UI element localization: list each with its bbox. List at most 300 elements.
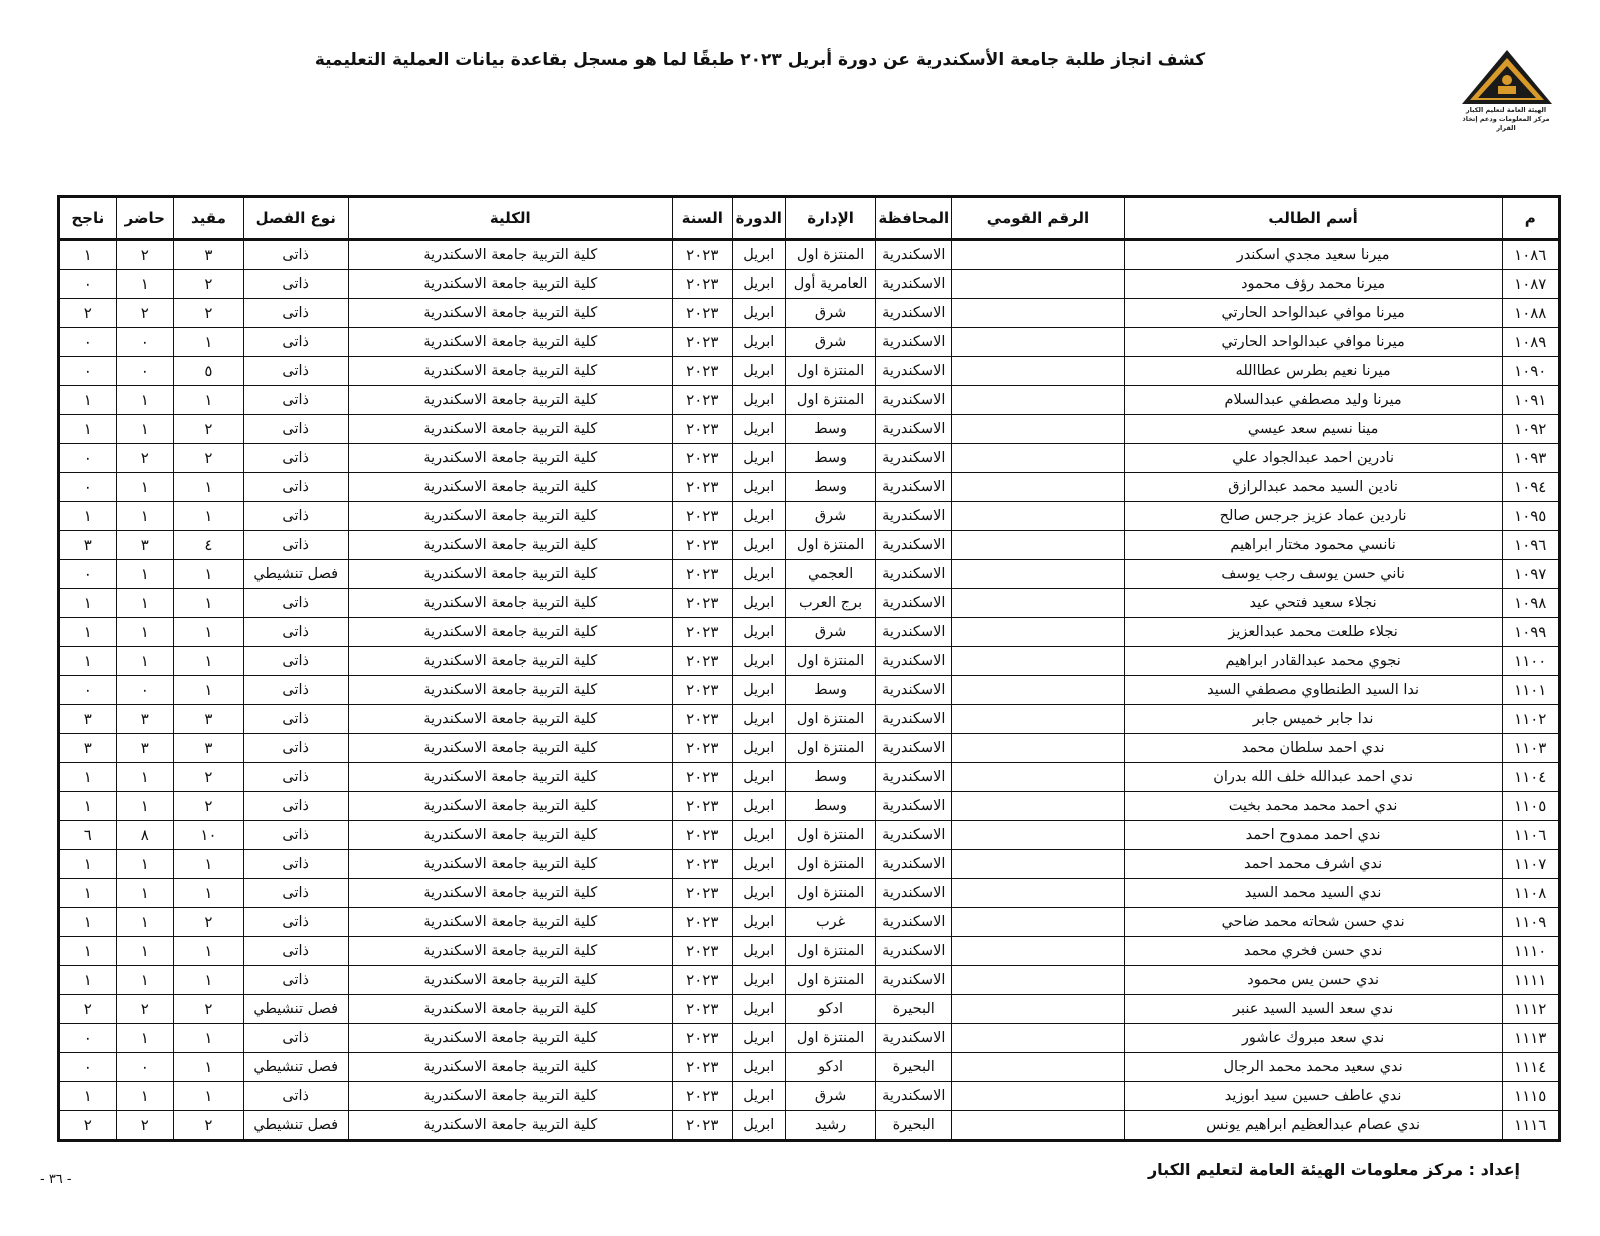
cell-serial: ١١٠٢ bbox=[1502, 705, 1559, 734]
cell-registered: ٢ bbox=[174, 792, 244, 821]
cell-student-name: ندي احمد محمد محمد بخيت bbox=[1124, 792, 1502, 821]
cell-passed: ٠ bbox=[59, 473, 117, 502]
cell-session: ابريل bbox=[732, 1111, 785, 1141]
cell-administration: المنتزة اول bbox=[785, 386, 875, 415]
cell-passed: ٢ bbox=[59, 1111, 117, 1141]
cell-registered: ٢ bbox=[174, 995, 244, 1024]
cell-present: ٠ bbox=[116, 676, 173, 705]
cell-session: ابريل bbox=[732, 792, 785, 821]
cell-faculty: كلية التربية جامعة الاسكندرية bbox=[348, 473, 672, 502]
cell-administration: المنتزة اول bbox=[785, 531, 875, 560]
cell-administration: المنتزة اول bbox=[785, 879, 875, 908]
cell-passed: ١ bbox=[59, 966, 117, 995]
cell-administration: المنتزة اول bbox=[785, 966, 875, 995]
column-header-serial: م bbox=[1502, 197, 1559, 240]
cell-serial: ١١٠٦ bbox=[1502, 821, 1559, 850]
cell-serial: ١٠٩٨ bbox=[1502, 589, 1559, 618]
cell-national-id bbox=[952, 560, 1124, 589]
cell-faculty: كلية التربية جامعة الاسكندرية bbox=[348, 763, 672, 792]
cell-year: ٢٠٢٣ bbox=[673, 995, 733, 1024]
cell-governorate: الاسكندرية bbox=[876, 908, 952, 937]
cell-registered: ٢ bbox=[174, 415, 244, 444]
cell-year: ٢٠٢٣ bbox=[673, 821, 733, 850]
cell-administration: ادكو bbox=[785, 1053, 875, 1082]
cell-administration: شرق bbox=[785, 328, 875, 357]
cell-administration: شرق bbox=[785, 618, 875, 647]
cell-serial: ١١٠٣ bbox=[1502, 734, 1559, 763]
cell-year: ٢٠٢٣ bbox=[673, 415, 733, 444]
cell-session: ابريل bbox=[732, 879, 785, 908]
table-row bbox=[59, 647, 1560, 676]
cell-passed: ١ bbox=[59, 879, 117, 908]
cell-class-type: ذاتى bbox=[243, 792, 348, 821]
table-row bbox=[59, 937, 1560, 966]
table-row bbox=[59, 879, 1560, 908]
cell-faculty: كلية التربية جامعة الاسكندرية bbox=[348, 1053, 672, 1082]
cell-serial: ١٠٩٢ bbox=[1502, 415, 1559, 444]
cell-governorate: الاسكندرية bbox=[876, 473, 952, 502]
cell-passed: ١ bbox=[59, 908, 117, 937]
cell-student-name: نجلاء سعيد فتحي عيد bbox=[1124, 589, 1502, 618]
cell-administration: المنتزة اول bbox=[785, 734, 875, 763]
column-header-present: حاضر bbox=[116, 197, 173, 240]
cell-administration: وسط bbox=[785, 763, 875, 792]
cell-governorate: الاسكندرية bbox=[876, 966, 952, 995]
cell-governorate: الاسكندرية bbox=[876, 676, 952, 705]
cell-faculty: كلية التربية جامعة الاسكندرية bbox=[348, 937, 672, 966]
cell-national-id bbox=[952, 444, 1124, 473]
table-row bbox=[59, 589, 1560, 618]
cell-present: ١ bbox=[116, 850, 173, 879]
cell-session: ابريل bbox=[732, 647, 785, 676]
cell-student-name: ندي احمد عبدالله خلف الله بدران bbox=[1124, 763, 1502, 792]
cell-session: ابريل bbox=[732, 966, 785, 995]
cell-session: ابريل bbox=[732, 473, 785, 502]
students-table bbox=[57, 195, 1561, 1142]
cell-student-name: ميرنا وليد مصطفي عبدالسلام bbox=[1124, 386, 1502, 415]
cell-present: ٠ bbox=[116, 328, 173, 357]
cell-national-id bbox=[952, 937, 1124, 966]
cell-serial: ١٠٨٦ bbox=[1502, 240, 1559, 270]
cell-serial: ١٠٨٧ bbox=[1502, 270, 1559, 299]
table-row bbox=[59, 908, 1560, 937]
cell-governorate: الاسكندرية bbox=[876, 299, 952, 328]
cell-registered: ١ bbox=[174, 676, 244, 705]
cell-passed: ٢ bbox=[59, 995, 117, 1024]
cell-passed: ١ bbox=[59, 240, 117, 270]
cell-session: ابريل bbox=[732, 734, 785, 763]
cell-administration: برج العرب bbox=[785, 589, 875, 618]
cell-present: ١ bbox=[116, 763, 173, 792]
cell-administration: غرب bbox=[785, 908, 875, 937]
cell-national-id bbox=[952, 705, 1124, 734]
table-row bbox=[59, 1111, 1560, 1141]
cell-passed: ٣ bbox=[59, 734, 117, 763]
cell-serial: ١١١٦ bbox=[1502, 1111, 1559, 1141]
cell-year: ٢٠٢٣ bbox=[673, 647, 733, 676]
cell-faculty: كلية التربية جامعة الاسكندرية bbox=[348, 299, 672, 328]
cell-registered: ١ bbox=[174, 1082, 244, 1111]
cell-passed: ٠ bbox=[59, 1053, 117, 1082]
cell-year: ٢٠٢٣ bbox=[673, 618, 733, 647]
cell-national-id bbox=[952, 473, 1124, 502]
cell-present: ٢ bbox=[116, 1111, 173, 1141]
column-header-faculty: الكلية bbox=[348, 197, 672, 240]
cell-administration: المنتزة اول bbox=[785, 821, 875, 850]
cell-registered: ١ bbox=[174, 966, 244, 995]
cell-student-name: ندي اشرف محمد احمد bbox=[1124, 850, 1502, 879]
cell-faculty: كلية التربية جامعة الاسكندرية bbox=[348, 705, 672, 734]
cell-student-name: ندا جابر خميس جابر bbox=[1124, 705, 1502, 734]
cell-faculty: كلية التربية جامعة الاسكندرية bbox=[348, 1082, 672, 1111]
cell-year: ٢٠٢٣ bbox=[673, 676, 733, 705]
cell-session: ابريل bbox=[732, 299, 785, 328]
cell-governorate: الاسكندرية bbox=[876, 879, 952, 908]
cell-year: ٢٠٢٣ bbox=[673, 850, 733, 879]
cell-year: ٢٠٢٣ bbox=[673, 1111, 733, 1141]
cell-present: ٠ bbox=[116, 357, 173, 386]
cell-present: ١ bbox=[116, 647, 173, 676]
cell-student-name: ميرنا موافي عبدالواحد الحارتي bbox=[1124, 328, 1502, 357]
cell-class-type: ذاتى bbox=[243, 1082, 348, 1111]
cell-class-type: ذاتى bbox=[243, 1024, 348, 1053]
cell-national-id bbox=[952, 328, 1124, 357]
cell-year: ٢٠٢٣ bbox=[673, 966, 733, 995]
cell-faculty: كلية التربية جامعة الاسكندرية bbox=[348, 270, 672, 299]
cell-faculty: كلية التربية جامعة الاسكندرية bbox=[348, 908, 672, 937]
cell-student-name: ندي احمد سلطان محمد bbox=[1124, 734, 1502, 763]
cell-class-type: ذاتى bbox=[243, 618, 348, 647]
cell-administration: شرق bbox=[785, 502, 875, 531]
cell-faculty: كلية التربية جامعة الاسكندرية bbox=[348, 966, 672, 995]
cell-class-type: ذاتى bbox=[243, 415, 348, 444]
cell-year: ٢٠٢٣ bbox=[673, 386, 733, 415]
table-row bbox=[59, 1024, 1560, 1053]
cell-passed: ٣ bbox=[59, 531, 117, 560]
cell-national-id bbox=[952, 995, 1124, 1024]
cell-administration: ادكو bbox=[785, 995, 875, 1024]
cell-governorate: الاسكندرية bbox=[876, 763, 952, 792]
cell-passed: ٣ bbox=[59, 705, 117, 734]
column-header-passed: ناجح bbox=[59, 197, 117, 240]
cell-student-name: ندي السيد محمد السيد bbox=[1124, 879, 1502, 908]
cell-governorate: الاسكندرية bbox=[876, 792, 952, 821]
cell-passed: ٠ bbox=[59, 444, 117, 473]
cell-administration: العجمي bbox=[785, 560, 875, 589]
cell-national-id bbox=[952, 676, 1124, 705]
column-header-administration: الإدارة bbox=[785, 197, 875, 240]
cell-student-name: نادين السيد محمد عبدالرازق bbox=[1124, 473, 1502, 502]
cell-governorate: الاسكندرية bbox=[876, 850, 952, 879]
cell-present: ١ bbox=[116, 270, 173, 299]
table-row bbox=[59, 357, 1560, 386]
column-header-governorate: المحافظة bbox=[876, 197, 952, 240]
cell-student-name: ناردين عماد عزيز جرجس صالح bbox=[1124, 502, 1502, 531]
cell-administration: المنتزة اول bbox=[785, 850, 875, 879]
cell-year: ٢٠٢٣ bbox=[673, 1082, 733, 1111]
cell-session: ابريل bbox=[732, 618, 785, 647]
cell-governorate: الاسكندرية bbox=[876, 618, 952, 647]
cell-present: ١ bbox=[116, 908, 173, 937]
cell-passed: ١ bbox=[59, 647, 117, 676]
cell-student-name: ندي حسن يس محمود bbox=[1124, 966, 1502, 995]
logo-caption-line-2: مركز المعلومات ودعم إتخاذ القرار bbox=[1462, 115, 1550, 132]
cell-present: ١ bbox=[116, 415, 173, 444]
cell-present: ٢ bbox=[116, 299, 173, 328]
cell-student-name: ندا السيد الطنطاوي مصطفي السيد bbox=[1124, 676, 1502, 705]
cell-present: ١ bbox=[116, 386, 173, 415]
cell-present: ١ bbox=[116, 589, 173, 618]
cell-faculty: كلية التربية جامعة الاسكندرية bbox=[348, 240, 672, 270]
cell-class-type: ذاتى bbox=[243, 937, 348, 966]
cell-national-id bbox=[952, 531, 1124, 560]
cell-governorate: البحيرة bbox=[876, 995, 952, 1024]
cell-governorate: الاسكندرية bbox=[876, 531, 952, 560]
cell-governorate: الاسكندرية bbox=[876, 415, 952, 444]
cell-present: ١ bbox=[116, 966, 173, 995]
cell-faculty: كلية التربية جامعة الاسكندرية bbox=[348, 386, 672, 415]
cell-serial: ١١١٢ bbox=[1502, 995, 1559, 1024]
cell-year: ٢٠٢٣ bbox=[673, 705, 733, 734]
cell-passed: ٠ bbox=[59, 560, 117, 589]
column-header-registered: مقيد bbox=[174, 197, 244, 240]
cell-governorate: الاسكندرية bbox=[876, 821, 952, 850]
cell-session: ابريل bbox=[732, 937, 785, 966]
cell-governorate: الاسكندرية bbox=[876, 444, 952, 473]
cell-serial: ١٠٩٤ bbox=[1502, 473, 1559, 502]
table-header-row bbox=[59, 197, 1560, 240]
table-row bbox=[59, 966, 1560, 995]
cell-class-type: ذاتى bbox=[243, 357, 348, 386]
table-row bbox=[59, 734, 1560, 763]
cell-registered: ١ bbox=[174, 328, 244, 357]
cell-session: ابريل bbox=[732, 386, 785, 415]
cell-session: ابريل bbox=[732, 1082, 785, 1111]
cell-class-type: ذاتى bbox=[243, 676, 348, 705]
cell-faculty: كلية التربية جامعة الاسكندرية bbox=[348, 676, 672, 705]
cell-governorate: الاسكندرية bbox=[876, 734, 952, 763]
cell-registered: ١ bbox=[174, 473, 244, 502]
cell-student-name: ميرنا نعيم بطرس عطاالله bbox=[1124, 357, 1502, 386]
cell-passed: ١ bbox=[59, 618, 117, 647]
cell-national-id bbox=[952, 1111, 1124, 1141]
cell-class-type: ذاتى bbox=[243, 589, 348, 618]
column-header-class-type: نوع الفصل bbox=[243, 197, 348, 240]
cell-present: ١ bbox=[116, 560, 173, 589]
column-header-session: الدورة bbox=[732, 197, 785, 240]
cell-serial: ١١١٠ bbox=[1502, 937, 1559, 966]
cell-session: ابريل bbox=[732, 995, 785, 1024]
column-header-student-name: أسم الطالب bbox=[1124, 197, 1502, 240]
cell-registered: ١ bbox=[174, 850, 244, 879]
cell-session: ابريل bbox=[732, 1053, 785, 1082]
cell-present: ١ bbox=[116, 1082, 173, 1111]
cell-faculty: كلية التربية جامعة الاسكندرية bbox=[348, 444, 672, 473]
cell-class-type: ذاتى bbox=[243, 240, 348, 270]
cell-serial: ١٠٩٠ bbox=[1502, 357, 1559, 386]
cell-class-type: ذاتى bbox=[243, 879, 348, 908]
cell-year: ٢٠٢٣ bbox=[673, 502, 733, 531]
table-row bbox=[59, 792, 1560, 821]
cell-administration: المنتزة اول bbox=[785, 240, 875, 270]
cell-class-type: فصل تنشيطي bbox=[243, 1111, 348, 1141]
cell-serial: ١٠٩٣ bbox=[1502, 444, 1559, 473]
cell-session: ابريل bbox=[732, 821, 785, 850]
cell-present: ١ bbox=[116, 792, 173, 821]
table-row bbox=[59, 618, 1560, 647]
cell-student-name: نجوي محمد عبدالقادر ابراهيم bbox=[1124, 647, 1502, 676]
cell-serial: ١١٠١ bbox=[1502, 676, 1559, 705]
cell-student-name: ندي حسن فخري محمد bbox=[1124, 937, 1502, 966]
cell-present: ١ bbox=[116, 502, 173, 531]
cell-passed: ٠ bbox=[59, 676, 117, 705]
cell-student-name: مينا نسيم سعد عيسي bbox=[1124, 415, 1502, 444]
cell-present: ١ bbox=[116, 879, 173, 908]
cell-student-name: ندي حسن شحاته محمد ضاحي bbox=[1124, 908, 1502, 937]
cell-national-id bbox=[952, 647, 1124, 676]
cell-governorate: الاسكندرية bbox=[876, 560, 952, 589]
table-row bbox=[59, 415, 1560, 444]
cell-class-type: فصل تنشيطي bbox=[243, 995, 348, 1024]
cell-year: ٢٠٢٣ bbox=[673, 589, 733, 618]
table-row bbox=[59, 270, 1560, 299]
cell-present: ١ bbox=[116, 937, 173, 966]
cell-registered: ١ bbox=[174, 937, 244, 966]
cell-student-name: ندي سعد مبروك عاشور bbox=[1124, 1024, 1502, 1053]
table-row bbox=[59, 473, 1560, 502]
cell-faculty: كلية التربية جامعة الاسكندرية bbox=[348, 879, 672, 908]
cell-registered: ١ bbox=[174, 1053, 244, 1082]
cell-national-id bbox=[952, 879, 1124, 908]
table-body bbox=[59, 240, 1560, 1141]
cell-session: ابريل bbox=[732, 1024, 785, 1053]
table-row bbox=[59, 502, 1560, 531]
cell-serial: ١١٠٩ bbox=[1502, 908, 1559, 937]
cell-class-type: ذاتى bbox=[243, 821, 348, 850]
cell-serial: ١٠٩٥ bbox=[1502, 502, 1559, 531]
cell-year: ٢٠٢٣ bbox=[673, 908, 733, 937]
cell-national-id bbox=[952, 850, 1124, 879]
cell-governorate: الاسكندرية bbox=[876, 705, 952, 734]
cell-passed: ٠ bbox=[59, 357, 117, 386]
cell-session: ابريل bbox=[732, 705, 785, 734]
cell-session: ابريل bbox=[732, 763, 785, 792]
table-row bbox=[59, 240, 1560, 270]
cell-student-name: نجلاء طلعت محمد عبدالعزيز bbox=[1124, 618, 1502, 647]
cell-session: ابريل bbox=[732, 415, 785, 444]
prepared-by-note: إعداد : مركز معلومات الهيئة العامة لتعليم الكبار bbox=[1147, 1160, 1520, 1179]
page-number: - ٣٦ - bbox=[40, 1172, 72, 1187]
cell-session: ابريل bbox=[732, 560, 785, 589]
cell-registered: ٣ bbox=[174, 705, 244, 734]
cell-administration: المنتزة اول bbox=[785, 705, 875, 734]
cell-administration: شرق bbox=[785, 1082, 875, 1111]
cell-year: ٢٠٢٣ bbox=[673, 270, 733, 299]
cell-faculty: كلية التربية جامعة الاسكندرية bbox=[348, 589, 672, 618]
cell-governorate: الاسكندرية bbox=[876, 386, 952, 415]
cell-class-type: ذاتى bbox=[243, 966, 348, 995]
cell-national-id bbox=[952, 908, 1124, 937]
cell-serial: ١٠٩١ bbox=[1502, 386, 1559, 415]
cell-year: ٢٠٢٣ bbox=[673, 473, 733, 502]
cell-registered: ١ bbox=[174, 879, 244, 908]
cell-registered: ٥ bbox=[174, 357, 244, 386]
cell-session: ابريل bbox=[732, 270, 785, 299]
cell-administration: وسط bbox=[785, 792, 875, 821]
cell-national-id bbox=[952, 618, 1124, 647]
cell-governorate: الاسكندرية bbox=[876, 1024, 952, 1053]
cell-serial: ١١١٣ bbox=[1502, 1024, 1559, 1053]
cell-class-type: ذاتى bbox=[243, 531, 348, 560]
table-row bbox=[59, 850, 1560, 879]
cell-faculty: كلية التربية جامعة الاسكندرية bbox=[348, 328, 672, 357]
cell-national-id bbox=[952, 386, 1124, 415]
cell-session: ابريل bbox=[732, 908, 785, 937]
cell-governorate: الاسكندرية bbox=[876, 502, 952, 531]
cell-class-type: ذاتى bbox=[243, 299, 348, 328]
cell-governorate: البحيرة bbox=[876, 1053, 952, 1082]
cell-year: ٢٠٢٣ bbox=[673, 357, 733, 386]
cell-registered: ٢ bbox=[174, 299, 244, 328]
cell-faculty: كلية التربية جامعة الاسكندرية bbox=[348, 502, 672, 531]
cell-governorate: البحيرة bbox=[876, 1111, 952, 1141]
cell-student-name: ندي عصام عبدالعظيم ابراهيم يونس bbox=[1124, 1111, 1502, 1141]
cell-class-type: ذاتى bbox=[243, 647, 348, 676]
cell-present: ٢ bbox=[116, 444, 173, 473]
cell-year: ٢٠٢٣ bbox=[673, 240, 733, 270]
cell-year: ٢٠٢٣ bbox=[673, 299, 733, 328]
cell-faculty: كلية التربية جامعة الاسكندرية bbox=[348, 647, 672, 676]
cell-class-type: ذاتى bbox=[243, 734, 348, 763]
cell-registered: ٢ bbox=[174, 1111, 244, 1141]
cell-student-name: نادرين احمد عبدالجواد علي bbox=[1124, 444, 1502, 473]
cell-registered: ٣ bbox=[174, 240, 244, 270]
cell-national-id bbox=[952, 589, 1124, 618]
cell-registered: ٢ bbox=[174, 908, 244, 937]
cell-national-id bbox=[952, 821, 1124, 850]
cell-serial: ١١١٤ bbox=[1502, 1053, 1559, 1082]
cell-national-id bbox=[952, 357, 1124, 386]
cell-year: ٢٠٢٣ bbox=[673, 1053, 733, 1082]
cell-class-type: ذاتى bbox=[243, 850, 348, 879]
cell-faculty: كلية التربية جامعة الاسكندرية bbox=[348, 415, 672, 444]
table-row bbox=[59, 676, 1560, 705]
cell-session: ابريل bbox=[732, 676, 785, 705]
cell-class-type: ذاتى bbox=[243, 502, 348, 531]
cell-student-name: ميرنا محمد رؤف محمود bbox=[1124, 270, 1502, 299]
logo-caption-line-1: الهيئة العامة لتعليم الكبار bbox=[1465, 106, 1547, 114]
cell-session: ابريل bbox=[732, 850, 785, 879]
cell-class-type: ذاتى bbox=[243, 908, 348, 937]
cell-passed: ١ bbox=[59, 502, 117, 531]
cell-session: ابريل bbox=[732, 357, 785, 386]
cell-registered: ٢ bbox=[174, 444, 244, 473]
cell-class-type: ذاتى bbox=[243, 444, 348, 473]
cell-administration: رشيد bbox=[785, 1111, 875, 1141]
cell-faculty: كلية التربية جامعة الاسكندرية bbox=[348, 618, 672, 647]
cell-year: ٢٠٢٣ bbox=[673, 328, 733, 357]
cell-present: ٣ bbox=[116, 734, 173, 763]
cell-registered: ١ bbox=[174, 560, 244, 589]
table-row bbox=[59, 444, 1560, 473]
cell-session: ابريل bbox=[732, 444, 785, 473]
cell-year: ٢٠٢٣ bbox=[673, 734, 733, 763]
cell-class-type: ذاتى bbox=[243, 328, 348, 357]
cell-present: ٣ bbox=[116, 531, 173, 560]
cell-session: ابريل bbox=[732, 589, 785, 618]
table-row bbox=[59, 1053, 1560, 1082]
cell-registered: ١٠ bbox=[174, 821, 244, 850]
